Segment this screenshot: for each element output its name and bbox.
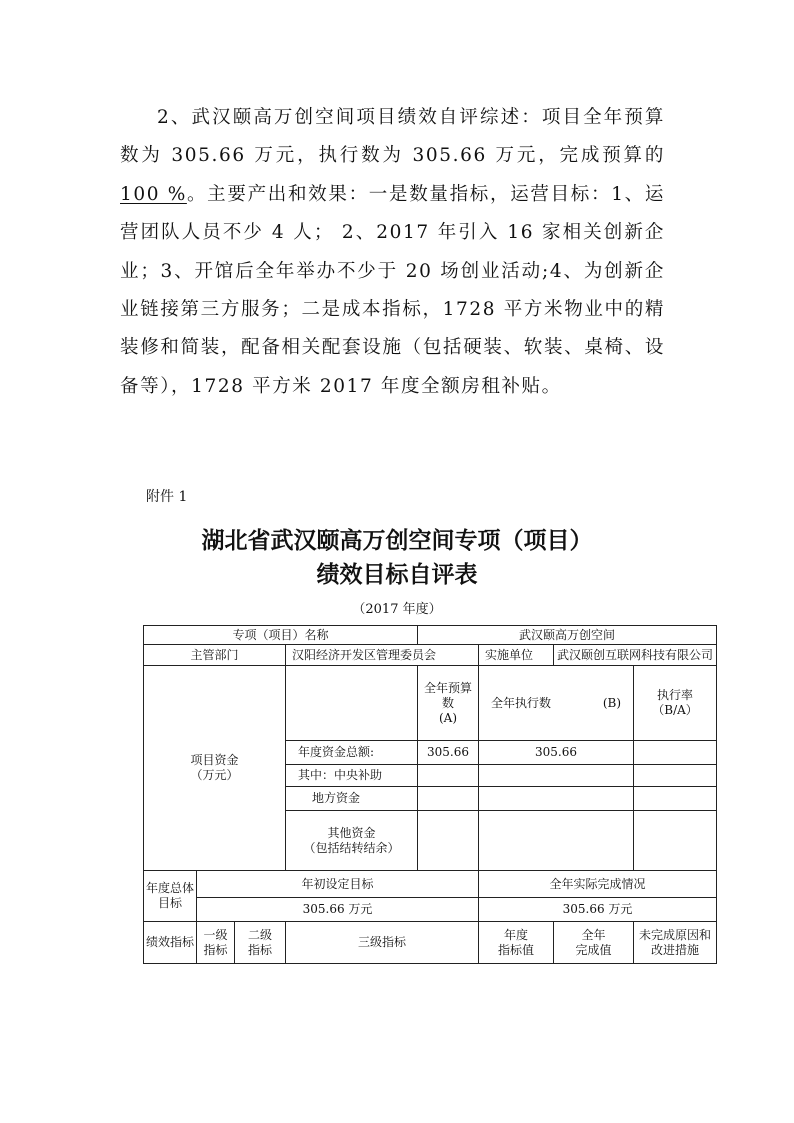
- completion-value-line1: 全年: [581, 927, 606, 942]
- other-funds-label: [286, 811, 418, 871]
- completion-value-header: [554, 922, 634, 964]
- level2-indicator-header: [235, 922, 286, 964]
- reason-line1: 未完成原因和: [639, 927, 712, 942]
- reason-line2: 改进措施: [651, 942, 700, 957]
- annual-value-line1: 年度: [504, 927, 529, 942]
- impl-label: 实施单位: [479, 645, 554, 666]
- level3-indicator-header: 三级指标: [286, 922, 479, 964]
- local-funds-label: 地方资金: [286, 787, 418, 811]
- central-exec-value: [479, 765, 634, 787]
- annual-value-line2: 指标值: [498, 942, 535, 957]
- summary-paragraph: [120, 99, 665, 406]
- other-funds-line1: 其他资金: [327, 825, 376, 840]
- exec-header-label: 全年执行数: [491, 695, 552, 710]
- level2-line1: 二级: [247, 927, 272, 942]
- other-exec-value: [479, 811, 634, 871]
- total-funds-label: 年度资金总额:: [286, 741, 418, 765]
- total-rate-value: [634, 741, 717, 765]
- level1-line2: 指标: [203, 942, 228, 957]
- funds-label-line1: 项目资金: [190, 753, 239, 767]
- level1-indicator-header: [197, 922, 235, 964]
- form-title-line2: 绩效目标自评表: [316, 562, 478, 588]
- evaluation-table: [143, 625, 717, 964]
- other-budget-value: [418, 811, 479, 871]
- funds-label: [144, 666, 286, 871]
- exec-header: [479, 666, 634, 741]
- local-rate-value: [634, 787, 717, 811]
- goal-plan-header: 年初设定目标: [197, 871, 479, 898]
- summary-text-1: 2、武汉颐高万创空间项目绩效自评综述：项目全年预算数为 305.66 万元，执行数为 305.66 万元，完成预算的: [120, 107, 665, 167]
- budget-header: [418, 666, 479, 741]
- summary-text-2: 。主要产出和效果：一是数量指标，运营目标：1、运营团队人员不少 4 人； 2、2017 年引入 16 家相关创新企业；3、开馆后全年举办不少于 20 场创业活动;4、为创新企业链接第三方服务；二是成本指标，1728 平方米物业中的精装修和简装，配备相关配套设施（包括硬装、软装、桌椅、设备等），1728 平方米 2017 年度全额房租补贴。: [120, 183, 665, 397]
- budget-header-line1: 全年预算数: [424, 680, 473, 710]
- rate-header-line2: （B/A）: [652, 703, 698, 717]
- impl-value: 武汉颐创互联网科技有限公司: [554, 645, 717, 666]
- budget-header-line2: (A): [439, 710, 458, 725]
- funds-header-blank: [286, 666, 418, 741]
- total-exec-value: 305.66: [479, 741, 634, 765]
- goal-plan-value: 305.66 万元: [197, 898, 479, 922]
- year-label: （2017 年度）: [352, 602, 442, 617]
- other-rate-value: [634, 811, 717, 871]
- completion-rate: 100 %: [120, 183, 187, 205]
- dept-label: 主管部门: [144, 645, 286, 666]
- central-subsidy-label: 其中：中央补助: [286, 765, 418, 787]
- attachment-label: 附件 1: [146, 489, 188, 505]
- completion-value-line2: 完成值: [575, 942, 612, 957]
- level1-line1: 一级: [203, 927, 228, 942]
- annual-value-header: [479, 922, 554, 964]
- total-budget-value: 305.66: [418, 741, 479, 765]
- project-name-label: 专项（项目）名称: [144, 626, 418, 645]
- central-rate-value: [634, 765, 717, 787]
- exec-header-b: (B): [602, 695, 622, 710]
- dept-value: 汉阳经济开发区管理委员会: [286, 645, 479, 666]
- project-name-value: 武汉颐高万创空间: [418, 626, 717, 645]
- other-funds-line2: （包括结转结余）: [303, 840, 400, 855]
- funds-label-line2: （万元）: [190, 768, 239, 782]
- local-exec-value: [479, 787, 634, 811]
- reason-header: [634, 922, 717, 964]
- rate-header: [634, 666, 717, 741]
- level2-line2: 指标: [247, 942, 272, 957]
- goal-actual-value: 305.66 万元: [479, 898, 717, 922]
- form-title-line1: 湖北省武汉颐高万创空间专项（项目）: [201, 528, 593, 554]
- goal-actual-header: 全年实际完成情况: [479, 871, 717, 898]
- local-budget-value: [418, 787, 479, 811]
- annual-goal-line2: 目标: [157, 896, 182, 910]
- rate-header-line1: 执行率: [657, 688, 694, 702]
- annual-goal-label: [144, 871, 197, 922]
- annual-goal-line1: 年度总体: [146, 881, 195, 895]
- perf-indicator-label: 绩效指标: [144, 922, 197, 964]
- central-budget-value: [418, 765, 479, 787]
